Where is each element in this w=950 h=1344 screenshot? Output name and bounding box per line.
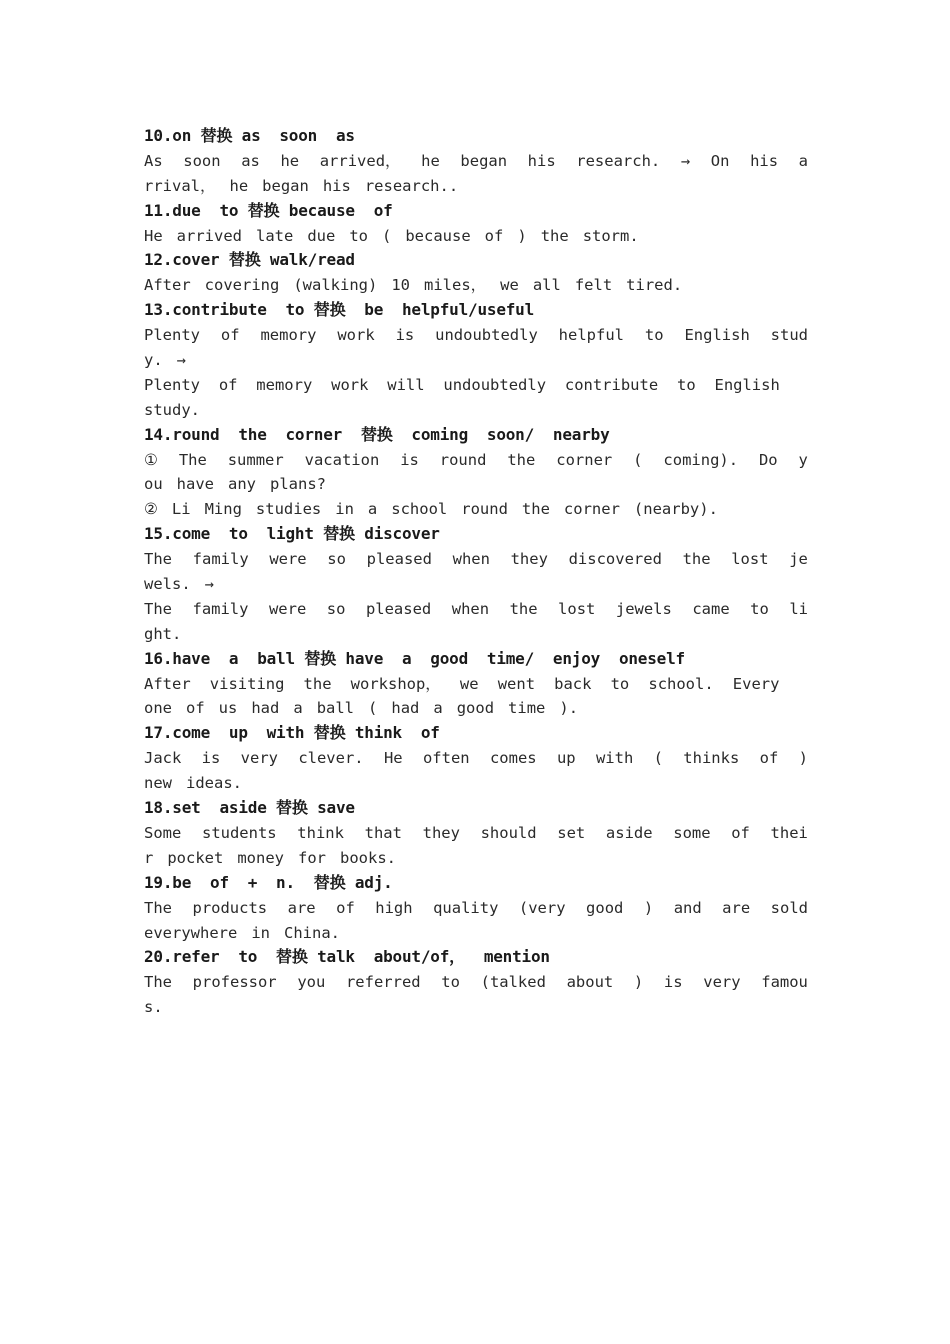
word: new (144, 774, 172, 793)
word: that (364, 823, 402, 842)
word: so (327, 550, 346, 569)
word: the (521, 500, 550, 519)
word: Some (144, 823, 182, 842)
word: work (331, 375, 369, 394)
word: should (480, 823, 537, 842)
word: professor (192, 973, 277, 992)
word: (nearby). (633, 500, 718, 519)
word: to (750, 599, 769, 618)
word: as (241, 151, 260, 170)
word: ou (144, 475, 163, 494)
word: je (789, 550, 808, 569)
word: ) (798, 749, 808, 768)
word: the (507, 450, 536, 469)
word: y (798, 450, 808, 469)
word: about (566, 973, 614, 992)
section-heading: 19.be of + n. 替换 adj. (144, 872, 393, 892)
example-sentence-line (144, 970, 808, 995)
word: school. (648, 674, 714, 693)
example-sentence-line (144, 995, 808, 1020)
word: research.. (364, 176, 459, 195)
word: stud (770, 326, 808, 345)
word: storm. (582, 226, 639, 245)
example-sentence-line (144, 398, 808, 423)
word: felt (574, 276, 613, 295)
word: is (201, 749, 221, 768)
word: a (293, 699, 303, 718)
word: ( (653, 749, 663, 768)
word: English (714, 375, 780, 394)
word: of (186, 699, 205, 718)
word: corner (556, 450, 613, 469)
word: famou (761, 973, 808, 992)
example-sentence-line (144, 597, 808, 622)
word: of (220, 326, 240, 345)
word: y. (144, 351, 163, 370)
word: (very (518, 898, 566, 917)
word: Do (758, 450, 778, 469)
example-sentence-line (144, 448, 808, 473)
document-page (144, 124, 808, 1020)
word: aside (605, 823, 653, 842)
word: we (500, 276, 519, 295)
word: the (540, 226, 569, 245)
example-sentence-line (144, 622, 808, 647)
word: the (682, 550, 711, 569)
word: ). (559, 699, 579, 718)
word: studies (255, 500, 322, 519)
example-sentence-line (144, 472, 808, 497)
word: a (367, 500, 378, 519)
word: back (554, 674, 592, 693)
word: his (322, 176, 351, 195)
example-sentence-line (144, 896, 808, 921)
word: for (298, 848, 327, 867)
word: ) (643, 898, 654, 917)
word: the (509, 599, 538, 618)
word: lost (731, 550, 769, 569)
word: Li (171, 500, 191, 519)
word: all (532, 276, 561, 295)
word: us (218, 699, 238, 718)
word: to (441, 973, 460, 992)
word: The (144, 550, 172, 569)
word: to (644, 326, 664, 345)
word: some (673, 823, 711, 842)
word: is (395, 326, 415, 345)
word: are (287, 898, 316, 917)
word: when (451, 599, 490, 618)
word: The (178, 450, 207, 469)
word (799, 373, 808, 398)
word: any (228, 475, 256, 494)
word: memory (260, 326, 317, 345)
word: when (452, 550, 490, 569)
word: a (433, 699, 443, 718)
word: rrival， (144, 176, 216, 195)
word: lost (558, 599, 596, 618)
word: discovered (568, 550, 662, 569)
word: he (280, 151, 300, 170)
word: Plenty (144, 375, 200, 394)
word: vacation (304, 450, 380, 469)
example-sentence-line (144, 771, 808, 796)
word: helpful (558, 326, 624, 345)
section-heading: 12.cover 替换 walk/read (144, 250, 355, 270)
word: → (680, 151, 691, 170)
word: one (144, 699, 172, 718)
section-heading: 17.come up with 替换 think of (144, 723, 440, 743)
word: family (192, 550, 249, 569)
word: a (798, 151, 808, 170)
word: arrived (176, 226, 242, 245)
word: late (256, 226, 294, 245)
word: had (391, 699, 420, 718)
word: visiting (209, 674, 285, 693)
word: set (557, 823, 586, 842)
word: with (595, 749, 634, 768)
word: quality (433, 898, 499, 917)
word: ) (517, 226, 527, 245)
word: up (556, 749, 576, 768)
word: clever. (298, 749, 364, 768)
word: arrived， (319, 151, 401, 170)
word: often (422, 749, 470, 768)
word: ① (144, 450, 158, 469)
section-heading: 20.refer to 替换 talk about/of， mention (144, 947, 550, 967)
word: ( (368, 699, 378, 718)
word: thei (770, 823, 808, 842)
section-heading: 14.round the corner 替换 coming soon/ nearby (144, 424, 610, 444)
word: money (237, 848, 285, 867)
word: summer (227, 450, 284, 469)
word: plans? (270, 475, 326, 494)
word: very (703, 973, 741, 992)
word: went (497, 674, 536, 693)
word: sold (770, 898, 808, 917)
word: will (387, 375, 425, 394)
word: because (405, 226, 471, 245)
word: research. (576, 151, 661, 170)
word: covering (204, 276, 280, 295)
word: ideas. (186, 774, 242, 793)
section-heading: 16.have a ball 替换 have a good time/ enjoy oneself (144, 648, 685, 668)
word: pleased (365, 599, 432, 618)
word: very (240, 749, 278, 768)
word: tired. (626, 276, 683, 295)
section-heading: 11.due to 替换 because of (144, 200, 393, 220)
word: miles， (424, 276, 487, 295)
word: so (326, 599, 346, 618)
word: family (192, 599, 249, 618)
word: and (673, 898, 702, 917)
word: (walking) (293, 276, 378, 295)
word: contribute (564, 375, 659, 394)
word: good (586, 898, 624, 917)
word: of (484, 226, 504, 245)
word: we (459, 674, 479, 693)
word: On (710, 151, 730, 170)
word: ( (633, 450, 643, 469)
word: He (383, 749, 403, 768)
word: the (303, 674, 332, 693)
word: wels. (144, 575, 191, 594)
example-sentence-line (144, 696, 808, 721)
example-sentence-line (144, 373, 808, 398)
word: everywhere (144, 923, 238, 942)
word: After (144, 674, 191, 693)
word: memory (256, 375, 313, 394)
word: referred (345, 973, 421, 992)
word: Jack (144, 749, 182, 768)
word: they (422, 823, 460, 842)
word: is (400, 450, 419, 469)
word: s. (144, 998, 163, 1017)
example-sentence-line (144, 497, 808, 522)
example-sentence-line (144, 273, 808, 298)
word: English (684, 326, 750, 345)
word: school (391, 500, 448, 519)
word: undoubtedly (443, 375, 547, 394)
word: products (192, 898, 268, 917)
section-heading: 10.on 替换 as soon as (144, 126, 355, 145)
word: ) (633, 973, 644, 992)
word: jewels (615, 599, 672, 618)
word: workshop， (350, 674, 441, 693)
word: soon (183, 151, 221, 170)
section-heading: 18.set aside 替换 save (144, 798, 355, 818)
word: due (307, 226, 336, 245)
example-sentence-line (144, 572, 808, 597)
word: his (750, 151, 779, 170)
word: pleased (366, 550, 432, 569)
word: ( (382, 226, 392, 245)
word: high (375, 898, 413, 917)
example-sentence-line (144, 921, 808, 946)
word: ball (316, 699, 355, 718)
word: of (218, 375, 238, 394)
word: of (336, 898, 355, 917)
word: comes (489, 749, 537, 768)
word: began (460, 151, 508, 170)
example-sentence-line (144, 149, 808, 174)
word: China. (284, 923, 340, 942)
word: li (789, 599, 808, 618)
word: he (421, 151, 440, 170)
word: were (269, 550, 307, 569)
example-sentence-line (144, 746, 808, 771)
word: to (349, 226, 368, 245)
word: came (692, 599, 730, 618)
word: his (527, 151, 556, 170)
word: undoubtedly (435, 326, 538, 345)
word: you (297, 973, 326, 992)
word: round (461, 500, 508, 519)
word: books. (340, 848, 397, 867)
section-heading: 13.contribute to 替换 be helpful/useful (144, 300, 535, 320)
word: work (337, 326, 375, 345)
example-sentence-line (144, 672, 808, 697)
example-sentence-line (144, 348, 808, 373)
word: began (262, 176, 309, 195)
example-sentence-line (144, 846, 808, 871)
word: in (335, 500, 354, 519)
word: of (759, 749, 779, 768)
word: to (677, 375, 696, 394)
word: → (176, 351, 187, 370)
word: coming). (663, 450, 739, 469)
word: is (663, 973, 683, 992)
word: He (144, 226, 163, 245)
example-sentence-line (144, 224, 808, 249)
word: have (176, 475, 214, 494)
word: The (144, 973, 172, 992)
word: to (610, 674, 630, 693)
word: round (439, 450, 487, 469)
word (799, 672, 808, 697)
word: Ming (204, 500, 242, 519)
word: As (144, 151, 163, 170)
example-sentence-line (144, 821, 808, 846)
word: in (251, 923, 270, 942)
section-heading: 15.come to light 替换 discover (144, 524, 440, 544)
word: study. (144, 400, 200, 419)
word: After (144, 276, 191, 295)
example-sentence-line (144, 323, 808, 348)
word: thinks (683, 749, 740, 768)
example-sentence-line (144, 174, 808, 199)
word: are (722, 898, 751, 917)
word: were (268, 599, 307, 618)
word: 10 (391, 276, 410, 295)
word: of (731, 823, 750, 842)
word: (talked (480, 973, 546, 992)
word: pocket (167, 848, 224, 867)
word: Plenty (144, 326, 200, 345)
word: → (204, 575, 215, 594)
word: The (144, 898, 172, 917)
word: ght. (144, 624, 182, 643)
word: r (144, 848, 154, 867)
word: they (510, 550, 548, 569)
word: good (456, 699, 495, 718)
word: he (229, 176, 249, 195)
word: think (297, 823, 344, 842)
word: ② (144, 500, 158, 519)
word: had (251, 699, 280, 718)
word: time (508, 699, 546, 718)
word: Every (732, 674, 780, 693)
word: The (144, 599, 172, 618)
word: corner (563, 500, 620, 519)
word: students (201, 823, 277, 842)
example-sentence-line (144, 547, 808, 572)
